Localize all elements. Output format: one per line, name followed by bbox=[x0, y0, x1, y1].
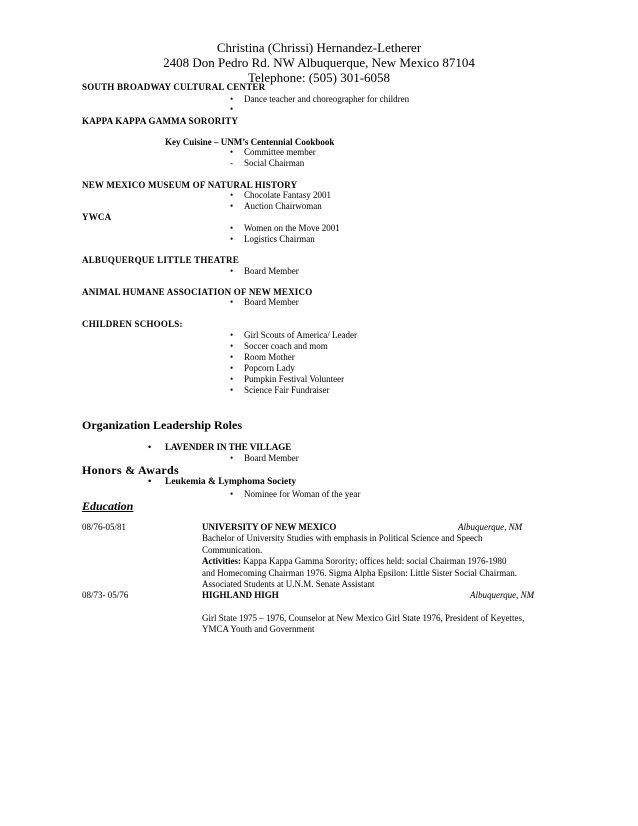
edu-school: UNIVERSITY OF NEW MEXICO bbox=[202, 522, 337, 532]
edu-activities-line: Activities: Kappa Kappa Gamma Sorority; offices held: social Chairman 1976-1980 bbox=[202, 556, 507, 566]
bullet-icon: • bbox=[230, 385, 234, 395]
bullet-icon: • bbox=[230, 234, 234, 244]
bullet-icon: • bbox=[230, 201, 234, 211]
dash-marker: - bbox=[230, 158, 233, 168]
edu-dates: 08/73- 05/76 bbox=[82, 590, 129, 600]
bullet-icon: • bbox=[230, 147, 234, 157]
section-title-ywca: YWCA bbox=[82, 212, 112, 222]
edu-location: Albuquerque, NM bbox=[470, 590, 535, 600]
bullet-icon: • bbox=[230, 330, 234, 340]
bullet-icon: • bbox=[230, 104, 234, 114]
section-title-children: CHILDREN SCHOOLS: bbox=[82, 319, 183, 329]
kkg-subtitle: Key Cuisine – UNM’s Centennial Cookbook bbox=[165, 137, 335, 147]
education-heading: Education bbox=[82, 499, 134, 513]
edu-line: YMCA Youth and Government bbox=[202, 624, 315, 634]
bullet-icon: • bbox=[230, 374, 234, 384]
edu-line: Communication. bbox=[202, 545, 263, 555]
bullet-icon: • bbox=[148, 442, 152, 452]
name-heading: Christina (Chrissi) Hernandez-Letherer bbox=[216, 40, 422, 55]
edu-dates: 08/76-05/81 bbox=[82, 522, 126, 532]
bullet-icon: • bbox=[230, 453, 234, 463]
edu-line: and Homecoming Chairman 1976. Sigma Alpha Epsilon: Little Sister Social Chairman. bbox=[202, 568, 517, 578]
activities-label: Activities: bbox=[202, 556, 241, 566]
bullet-icon: • bbox=[230, 489, 234, 499]
section-title-sbcc: SOUTH BROADWAY CULTURAL CENTER bbox=[82, 82, 266, 92]
bullet-icon: • bbox=[230, 223, 234, 233]
phone-line: Telephone: (505) 301-6058 bbox=[247, 70, 391, 85]
leadership-heading: Organization Leadership Roles bbox=[82, 418, 243, 432]
bullet-icon: • bbox=[230, 190, 234, 200]
bullet-icon: • bbox=[230, 341, 234, 351]
bullet-icon: • bbox=[230, 352, 234, 362]
honors-heading: Honors & Awards bbox=[82, 463, 179, 477]
edu-line: Girl State 1975 – 1976, Counselor at New Mexico Girl State 1976, President of Keyettes, bbox=[202, 613, 525, 623]
address-line: 2408 Don Pedro Rd. NW Albuquerque, New Mexico 87104 bbox=[163, 55, 475, 70]
section-title-kkg: KAPPA KAPPA GAMMA SORORITY bbox=[82, 116, 239, 126]
bullet-icon: • bbox=[230, 363, 234, 373]
bullet-icon: • bbox=[230, 94, 234, 104]
edu-school: HIGHLAND HIGH bbox=[202, 590, 279, 600]
bullet-icon: • bbox=[148, 477, 152, 487]
edu-line: Associated Students at U.N.M. Senate Assistant bbox=[202, 579, 375, 589]
edu-location: Albuquerque, NM bbox=[458, 522, 523, 532]
section-title-ahanm: ANIMAL HUMANE ASSOCIATION OF NEW MEXICO bbox=[82, 287, 313, 297]
section-title-nmmnh: NEW MEXICO MUSEUM OF NATURAL HISTORY bbox=[82, 180, 298, 190]
bullet-icon: • bbox=[230, 266, 234, 276]
edu-line: Bachelor of University Studies with emphasis in Political Science and Speech bbox=[202, 533, 483, 543]
section-title-alt: ALBUQUERQUE LITTLE THEATRE bbox=[82, 255, 239, 265]
bullet-icon: • bbox=[230, 297, 234, 307]
